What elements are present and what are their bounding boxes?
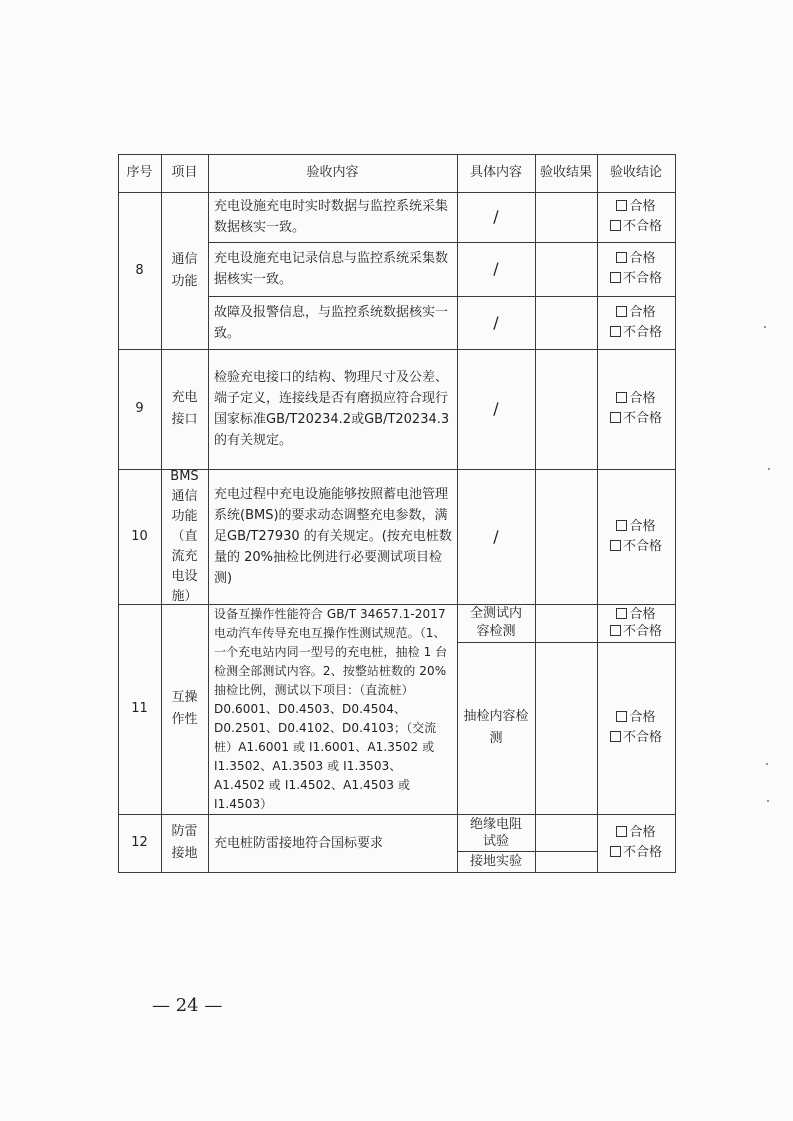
row-12-item: 防雷接地 — [171, 824, 198, 861]
fail-label: 不合格 — [622, 845, 662, 860]
row-9-seq: 9 — [135, 401, 144, 416]
pass-label: 合格 — [629, 391, 656, 406]
checkbox-icon — [610, 846, 621, 857]
pass-label: 合格 — [629, 607, 656, 622]
header-item: 项目 — [171, 165, 198, 180]
pass-label: 合格 — [629, 251, 656, 266]
fail-label: 不合格 — [622, 271, 662, 286]
checkbox-icon — [610, 326, 621, 337]
row-11-conclusion-1 — [597, 604, 675, 642]
fail-label: 不合格 — [622, 730, 662, 745]
fail-label: 不合格 — [622, 219, 662, 234]
row-8-content-1: 充电设施充电时实时数据与监控系统采集数据核实一致。 — [214, 199, 449, 235]
row-10-item: BMS通信功能（直流充电设施） — [170, 468, 199, 604]
checkbox-icon — [610, 412, 621, 423]
row-8-details-3: / — [493, 312, 499, 332]
page-number: — 24 — — [152, 995, 223, 1016]
checkbox-icon — [616, 711, 627, 722]
fail-label: 不合格 — [622, 624, 662, 639]
header-check-content: 验收内容 — [306, 165, 359, 180]
row-9-details: / — [493, 399, 499, 418]
row-9-item: 充电接口 — [171, 390, 198, 427]
row-8-item: 通信功能 — [171, 251, 198, 289]
row-8-seq: 8 — [135, 262, 144, 278]
fail-option[interactable] — [610, 269, 662, 289]
pass-option[interactable] — [616, 249, 655, 269]
fail-label: 不合格 — [622, 411, 662, 426]
row-8-conclusion-3 — [597, 296, 675, 349]
checkbox-icon — [616, 392, 627, 403]
row-11-content: 设备互操作性能符合 GB/T 34657.1-2017 电动汽车传导充电互操作性测试规范。（1、一个充电站内同一型号的充电桩，抽检 1 台检测全部测试内容。2、按整站桩数的 20%抽检比例，测试以下项目：（直流桩）D0.6001、D0.4503、D0.4504、D0.2501、D0.4102、D0.4103；（交流桩）A1.6001 或 I1.6001、A1.3502 或 I1.3502、A1.3503 或 I1.3503、A1.4502 或 I1.4502、A1.4503 或 I1.4503） — [214, 606, 448, 811]
pass-option[interactable] — [616, 606, 655, 623]
pass-option[interactable] — [616, 389, 655, 409]
pass-label: 合格 — [629, 710, 656, 725]
fail-option[interactable] — [610, 623, 662, 640]
checkbox-icon — [616, 520, 627, 531]
fail-option[interactable] — [610, 728, 662, 748]
checkbox-icon — [616, 608, 627, 619]
header-details: 具体内容 — [469, 165, 522, 180]
row-11-conclusion-2 — [597, 642, 675, 814]
fail-label: 不合格 — [622, 538, 662, 554]
row-8-details-2: / — [493, 259, 499, 278]
row-8-conclusion-2 — [597, 242, 675, 296]
pass-label: 合格 — [629, 199, 656, 214]
row-12-seq: 12 — [131, 835, 148, 850]
row-11-item: 互操作性 — [171, 690, 198, 727]
fail-option[interactable] — [610, 409, 662, 429]
header-seq: 序号 — [126, 165, 153, 180]
pass-label: 合格 — [629, 304, 656, 320]
scan-dot — [766, 763, 768, 765]
row-10-details: / — [493, 526, 499, 546]
checkbox-icon — [616, 826, 627, 837]
row-9-content: 检验充电接口的结构、物理尺寸及公差、端子定义，连接线是否有磨损应符合现行国家标准GB/T20234.2或GB/T20234.3的有关规定。 — [214, 370, 450, 448]
row-8-content-2: 充电设施充电记录信息与监控系统采集数据核实一致。 — [214, 251, 449, 287]
row-8-content-3: 故障及报警信息，与监控系统数据核实一致。 — [214, 304, 449, 341]
checkbox-icon — [610, 625, 621, 636]
checkbox-icon — [616, 306, 627, 317]
scan-dot — [767, 800, 769, 802]
row-12-details-2: 接地实验 — [469, 853, 522, 869]
pass-option[interactable] — [616, 197, 655, 217]
fail-label: 不合格 — [622, 324, 662, 340]
row-10-content: 充电过程中充电设施能够按照蓄电池管理系统(BMS)的要求动态调整充电参数，满足GB/T27930 的有关规定。(按充电桩数量的 20%抽检比例进行必要测试项目检测) — [214, 487, 452, 586]
checkbox-icon — [610, 272, 621, 283]
checkbox-icon — [610, 731, 621, 742]
row-10-conclusion — [597, 469, 675, 604]
row-12-details-1: 绝缘电阻试验 — [469, 816, 522, 849]
checkbox-icon — [610, 540, 621, 551]
pass-label: 合格 — [629, 825, 656, 840]
checkbox-icon — [616, 200, 627, 211]
fail-option[interactable] — [610, 843, 662, 863]
scan-dot — [764, 326, 766, 328]
pass-option[interactable] — [616, 303, 655, 323]
row-11-details-2: 抽检内容检测 — [463, 709, 529, 746]
pass-label: 合格 — [629, 518, 656, 534]
fail-option[interactable] — [610, 323, 662, 343]
fail-option[interactable] — [610, 217, 662, 237]
row-12-conclusion — [597, 814, 675, 872]
header-conclusion: 验收结论 — [609, 165, 662, 180]
row-11-details-1: 全测试内容检测 — [469, 606, 522, 639]
pass-option[interactable] — [616, 708, 655, 728]
row-8-details-1: / — [493, 207, 499, 226]
row-9-conclusion — [597, 349, 675, 469]
pass-option[interactable] — [616, 823, 655, 843]
row-11-seq: 11 — [131, 701, 148, 716]
checkbox-icon — [616, 252, 627, 263]
header-result: 验收结果 — [539, 165, 592, 180]
checkbox-icon — [610, 220, 621, 231]
fail-option[interactable] — [610, 537, 662, 557]
row-12-content: 充电桩防雷接地符合国标要求 — [214, 835, 384, 851]
row-10-seq: 10 — [131, 528, 148, 544]
pass-option[interactable] — [616, 517, 655, 537]
row-8-conclusion-1 — [597, 192, 675, 242]
scan-dot — [768, 468, 770, 470]
